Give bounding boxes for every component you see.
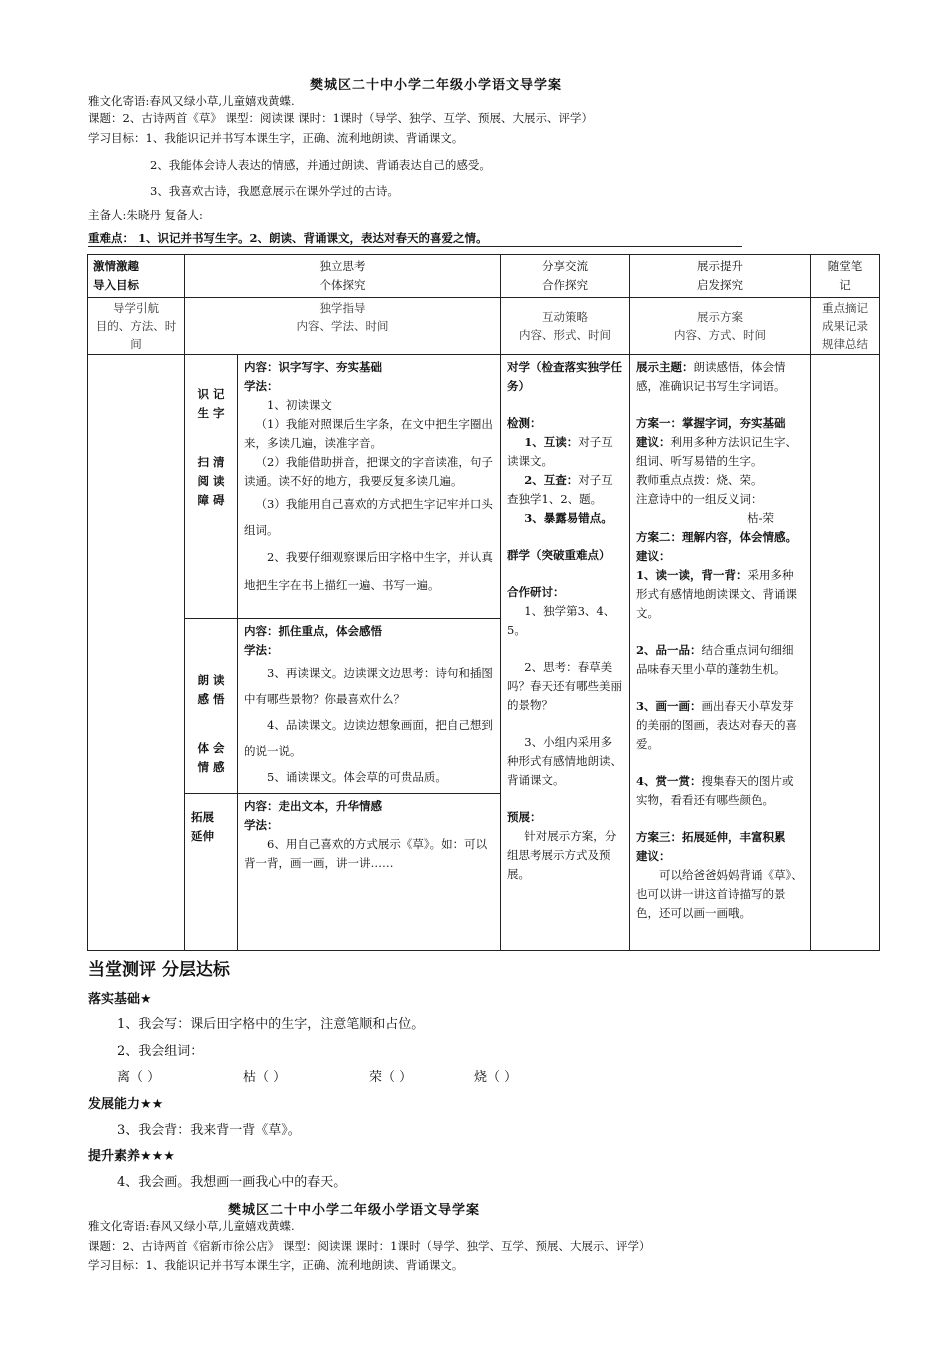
word-blank-rong: 荣（ ） [369,1070,413,1085]
intro-column-cell [88,355,185,951]
lesson-topic: 课题：2、古诗两首《草》 课型：阅读课 课时：1课时（导学、独学、互学、预展、大展示、评学） [88,111,593,125]
header-independent: 独立思考 个体探究 [185,255,501,298]
level-basic-heading: 落实基础★ [88,992,152,1007]
key-points: 重难点： 1、识记并书写生字。2、朗读、背诵课文，表达对春天的喜爱之情。 [88,230,742,247]
share-column: 对学（检查落实独学任务） 检测： 1、互读：对子互读课文。 2、互查：对子互查独学1、2、题。 3、暴露易错点。 群学（突破重难点） 合作研讨： 1、独学第3、4、5。 2、思考：春草美吗？春天还有哪些美丽的景物？ 3、小组内采用多种形式有感情地朗读、背诵课文。 预展： 针对展示方案，分组思考展示方式及预展。 [501,355,630,951]
header-share: 分享交流 合作探究 [501,255,630,298]
test-heading: 当堂测评 分层达标 [88,960,230,980]
header-intro: 激情激趣 导入目标 [88,255,185,298]
sub-independent: 独学指导 内容、学法、时间 [185,298,501,355]
independent-section-2: 内容：抓住重点，体会感悟 学法： 3、再读课文。边读课文边思考：诗句和插图中有哪些景物？你最喜欢什么？ 4、品读课文。边读边想象画面，把自己想到的说一说。 5、诵读课文。体会草的可贵品质。 [238,619,501,794]
question-3: 3、我会背：我来背一背《草》。 [117,1123,301,1138]
sub-show: 展示方案 内容、方式、时间 [630,298,811,355]
word-blank-li: 离（ ） [117,1070,161,1085]
learning-goal-3: 3、我喜欢古诗，我愿意展示在课外学过的古诗。 [150,184,399,198]
independent-section-1: 内容：识字写字、夯实基础 学法： 1、初读课文 （1）我能对照课后生字条，在文中把生字圈出来，多读几遍，读准字音。 （2）我能借助拼音，把课文的字音读准，句子读通。读不好的地方，我要反复多读几遍。 （3）我能用自己喜欢的方式把生字记牢并口头组词。 2、我要仔细观察课后田字格中生字，并认真地把生字在书上描红一遍、书写一遍。 [238,355,501,619]
sub-intro: 导学引航 目的、方法、时 间 [88,298,185,355]
preparer: 主备人:朱晓丹 复备人: [88,208,203,222]
level-develop-heading: 发展能力★★ [88,1097,164,1112]
learning-goal-1-2: 学习目标：1、我能识记并书写本课生字，正确、流利地朗读、背诵课文。 [88,1258,464,1272]
header-show: 展示提升 启发探究 [630,255,811,298]
independent-section-3: 内容：走出文本，升华情感 学法： 6、用自己喜欢的方式展示《草》。如：可以背一背，画一画，讲一讲…… [238,794,501,951]
lesson-topic-2: 课题：2、古诗两首《宿新市徐公店》 课型：阅读课 课时：1课时（导学、独学、互学、预展、大展示、评学） [88,1239,651,1253]
question-1: 1、我会写：课后田字格中的生字，注意笔顺和占位。 [117,1017,425,1032]
page-title: 樊城区二十中小学二年级小学语文导学案 [310,78,563,93]
section-recognize: 识 记 生 字 扫 清 阅 读 障 碍 [185,355,238,619]
word-blank-ku: 枯（ ） [243,1070,287,1085]
motto-2: 雅文化寄语:春风又绿小草,儿童嬉戏黄蝶. [88,1219,295,1233]
question-4: 4、我会画。我想画一画我心中的春天。 [117,1175,347,1190]
learning-goal-2: 2、我能体会诗人表达的情感，并通过朗读、背诵表达自己的感受。 [150,158,491,172]
lesson-plan-table [87,254,880,951]
page-title-2: 樊城区二十中小学二年级小学语文导学案 [228,1203,481,1218]
section-read-aloud: 朗 读 感 悟 体 会 情 感 [185,619,238,794]
learning-goal-1: 学习目标：1、我能识记并书写本课生字，正确、流利地朗读、背诵课文。 [88,131,464,145]
show-column: 展示主题：朗读感悟，体会情感，准确识记书写生字词语。 方案一：掌握字词，夯实基础 建议：利用多种方法识记生字、组词、听写易错的生字。 教师重点点拨：烧、荣。 注意诗中的一组反义词： 枯-荣 方案二：理解内容，体会情感。 建议： 1、读一读，背一背：采用多种形式有感情地朗读课文、背诵课文。 2、品一品：结合重点词句细细品味春天里小草的蓬勃生机。 3、画一画：画出春天小草发芽的美丽的图画，表达对春天的喜爱。 4、赏一赏：搜集春天的图片或实物，看看还有哪些颜色。 方案三：拓展延伸，丰富积累 建议： 可以给爸爸妈妈背诵《草》、也可以讲一讲这首诗描写的景色，还可以画一画哦。 [630,355,811,951]
sub-notes: 重点摘记 成果记录 规律总结 [811,298,880,355]
section-extend: 拓展 延伸 [185,794,238,951]
sub-share: 互动策略 内容、形式、时间 [501,298,630,355]
header-notes: 随堂笔 记 [811,255,880,298]
motto: 雅文化寄语:春风又绿小草,儿童嬉戏黄蝶. [88,94,295,108]
word-blank-shao: 烧（ ） [474,1070,518,1085]
question-2: 2、我会组词： [117,1044,204,1059]
level-improve-heading: 提升素养★★★ [88,1149,175,1164]
notes-column [811,355,880,951]
